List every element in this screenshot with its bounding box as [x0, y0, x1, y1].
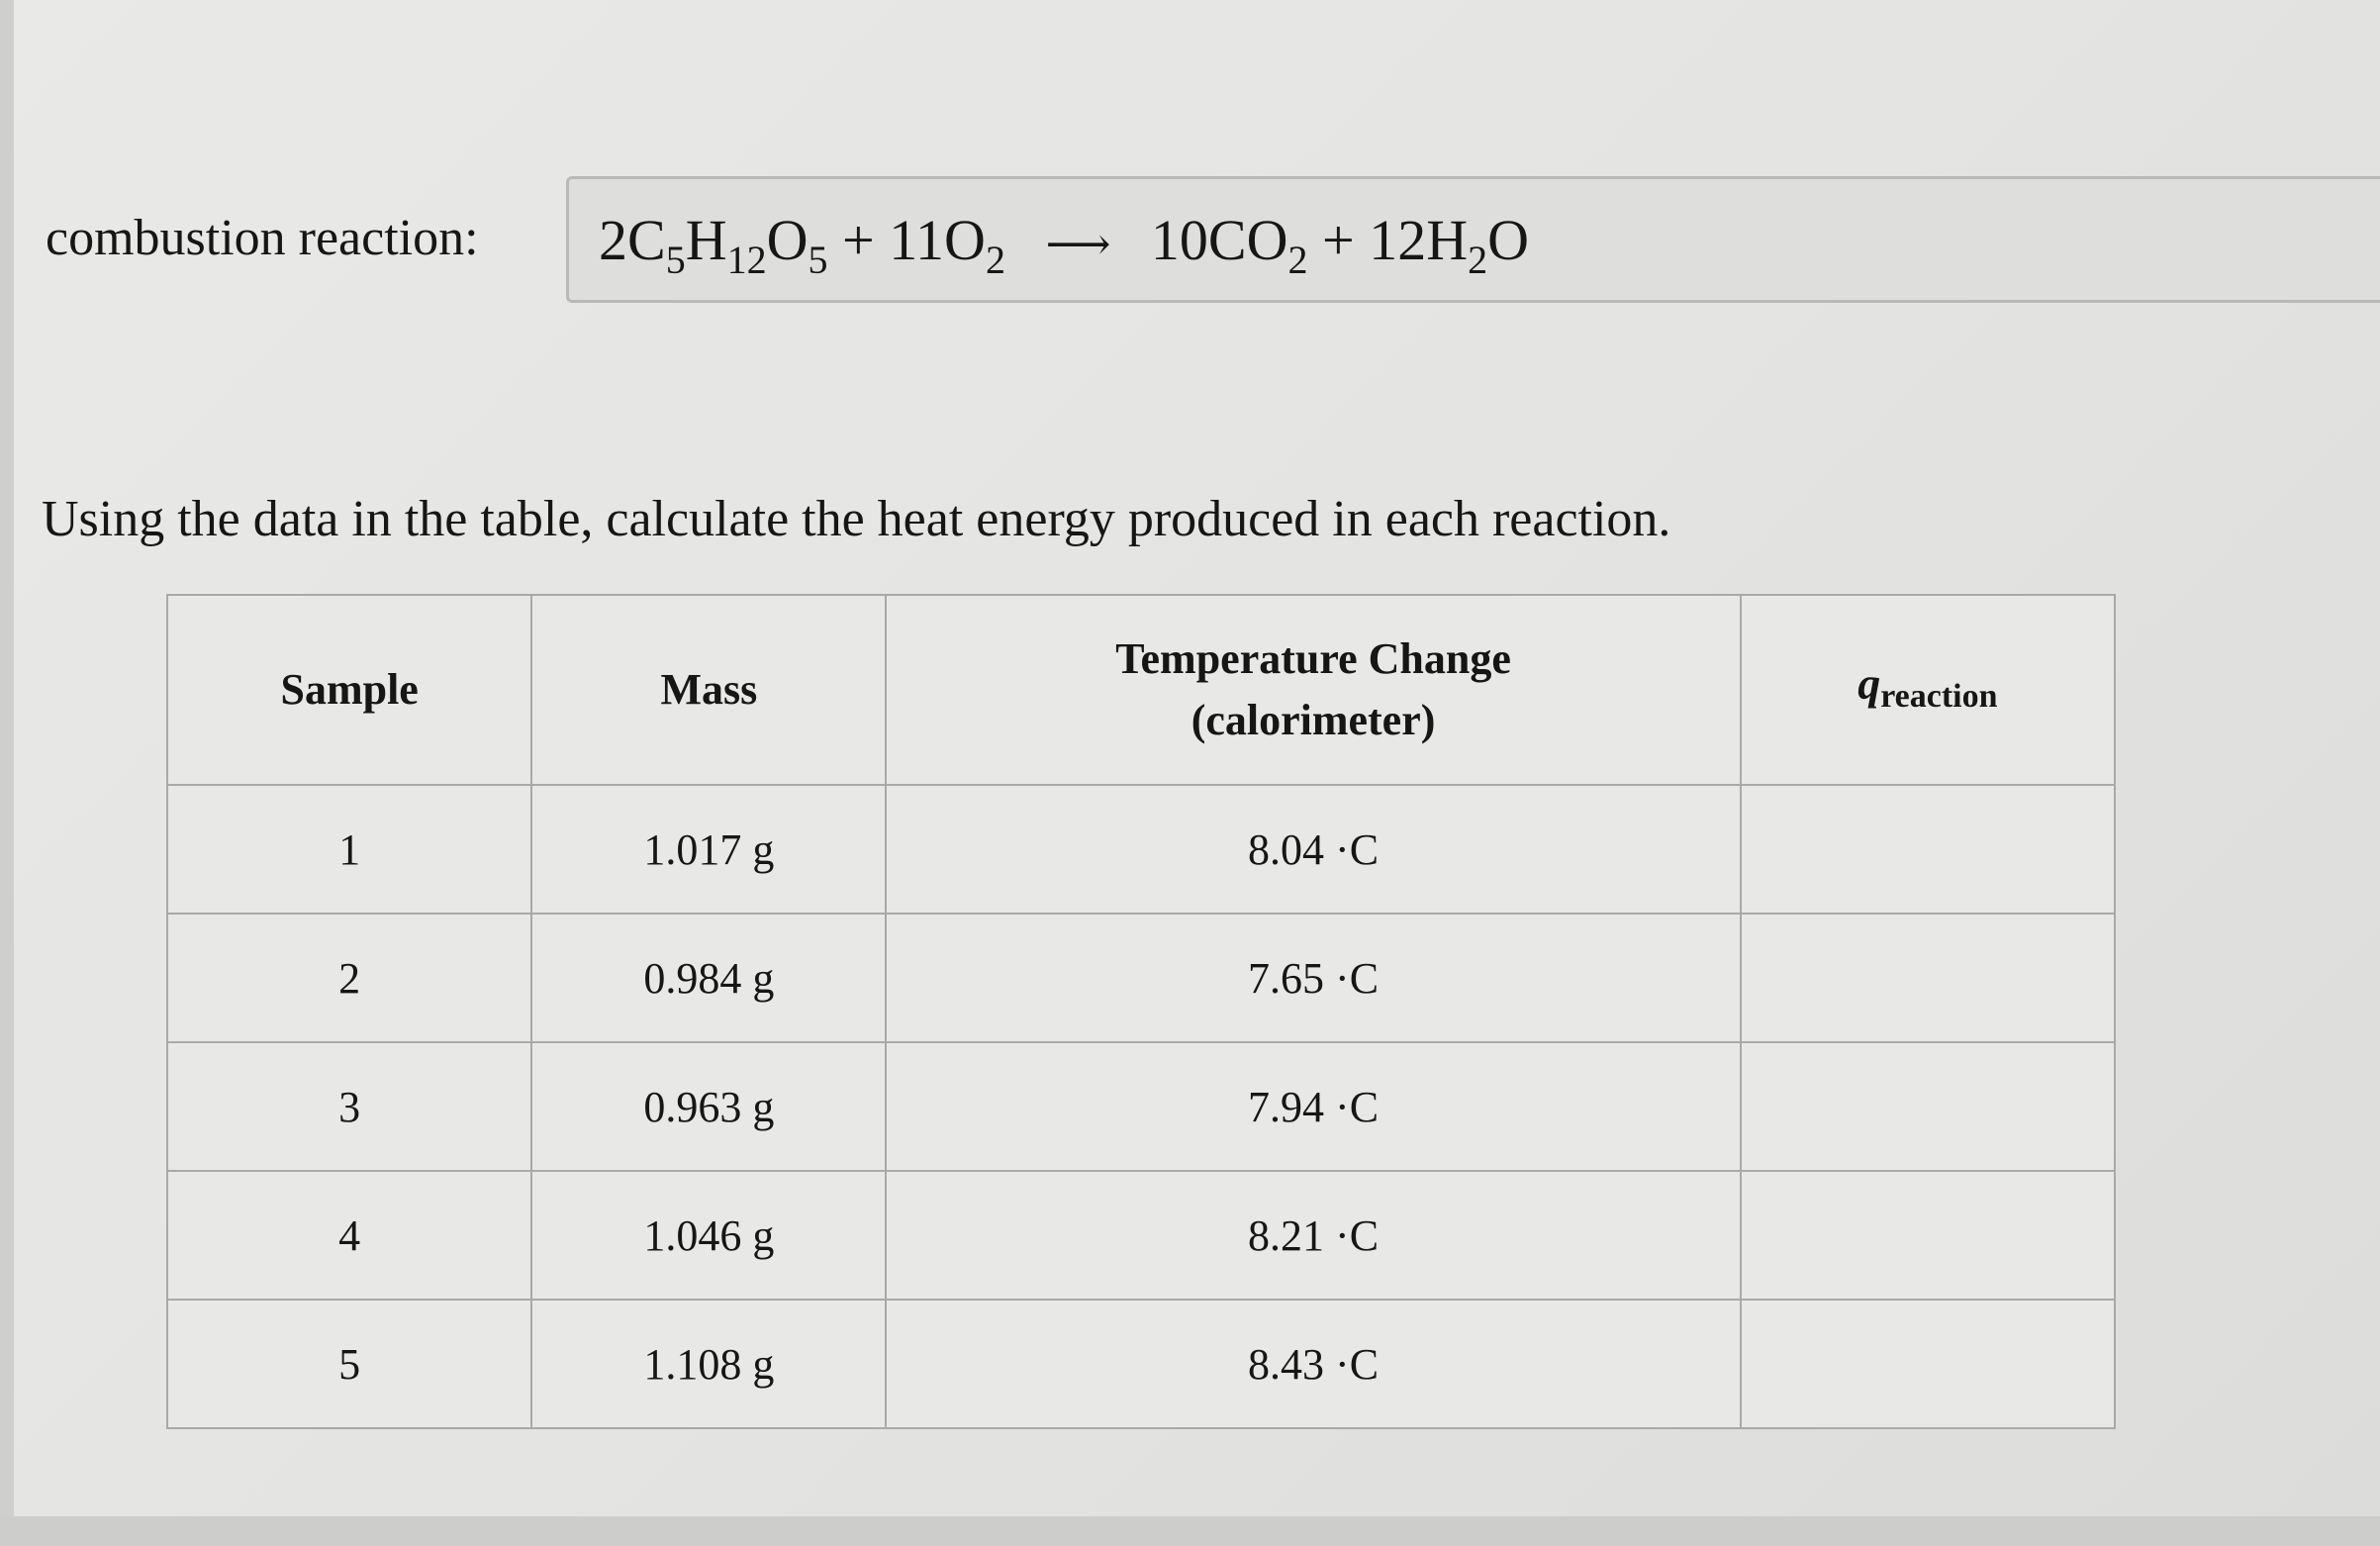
reaction-arrow-icon: ⟶: [1045, 219, 1111, 269]
formula-element: O: [1487, 208, 1529, 272]
table-header-row: [167, 595, 2115, 785]
formula-subscript: 5: [808, 238, 828, 282]
formula-subscript: 2: [985, 238, 1005, 282]
reactant1-coefficient: 2: [599, 208, 627, 272]
instructions-text: Using the data in the table, calculate the heat energy produced in each reaction.: [42, 491, 1671, 547]
plus-sign: +: [1321, 208, 1355, 272]
cell-q-reaction-input[interactable]: [1741, 1171, 2115, 1300]
header-q-subscript: reaction: [1880, 677, 1998, 715]
table-row: [167, 785, 2115, 914]
formula-element: O: [944, 208, 986, 272]
cell-temperature: 8.43 ·C: [886, 1300, 1740, 1428]
cell-mass: 1.108 g: [531, 1300, 886, 1428]
product1-coefficient: 10: [1150, 208, 1208, 272]
formula-element: C: [627, 208, 666, 272]
header-q-reaction: [1741, 595, 2115, 785]
header-sample: Sample: [167, 595, 531, 785]
cell-temperature: 7.65 ·C: [886, 914, 1740, 1042]
cell-sample: 1: [167, 785, 531, 914]
reactant1-formula: [627, 208, 828, 282]
reaction-label: combustion reaction:: [46, 210, 479, 266]
screen-left-edge: [0, 0, 14, 1546]
cell-q-reaction-input[interactable]: [1741, 1042, 2115, 1171]
formula-element: H: [685, 208, 727, 272]
header-mass: Mass: [531, 595, 886, 785]
product2-coefficient: 12: [1369, 208, 1427, 272]
reactant2-coefficient: 11: [889, 208, 945, 272]
plus-sign: +: [841, 208, 875, 272]
cell-mass: 1.017 g: [531, 785, 886, 914]
product1-formula: [1207, 208, 1308, 282]
formula-element: C: [1207, 208, 1247, 272]
cell-temperature: 7.94 ·C: [886, 1042, 1740, 1171]
cell-sample: 2: [167, 914, 531, 1042]
table-row: [167, 1300, 2115, 1428]
table-row: [167, 1171, 2115, 1300]
cell-mass: 0.963 g: [531, 1042, 886, 1171]
table-row: [167, 1042, 2115, 1171]
formula-element: O: [1246, 208, 1288, 272]
cell-q-reaction-input[interactable]: [1741, 785, 2115, 914]
equation-box[interactable]: [566, 176, 2380, 303]
header-q-symbol: q: [1857, 657, 1881, 709]
header-temp-line1: Temperature Change: [1115, 634, 1511, 683]
cell-mass: 0.984 g: [531, 914, 886, 1042]
formula-element: O: [766, 208, 809, 272]
cell-temperature: 8.04 ·C: [886, 785, 1740, 914]
cell-sample: 3: [167, 1042, 531, 1171]
cell-q-reaction-input[interactable]: [1741, 914, 2115, 1042]
screen-bottom-edge: [0, 1516, 2380, 1546]
cell-q-reaction-input[interactable]: [1741, 1300, 2115, 1428]
cell-sample: 4: [167, 1171, 531, 1300]
header-temp-line2: (calorimeter): [1190, 696, 1436, 744]
chemical-equation: [599, 201, 1529, 284]
table-row: [167, 914, 2115, 1042]
reactant2-formula: [944, 208, 1005, 282]
cell-temperature: 8.21 ·C: [886, 1171, 1740, 1300]
formula-subscript: 2: [1287, 238, 1308, 282]
cell-sample: 5: [167, 1300, 531, 1428]
data-table: [166, 594, 2116, 1429]
formula-subscript: 12: [726, 238, 767, 282]
formula-subscript: 5: [665, 238, 686, 282]
formula-subscript: 2: [1468, 238, 1488, 282]
product2-formula: [1426, 208, 1529, 282]
header-temperature-change: [886, 595, 1740, 785]
formula-element: H: [1426, 208, 1469, 272]
cell-mass: 1.046 g: [531, 1171, 886, 1300]
